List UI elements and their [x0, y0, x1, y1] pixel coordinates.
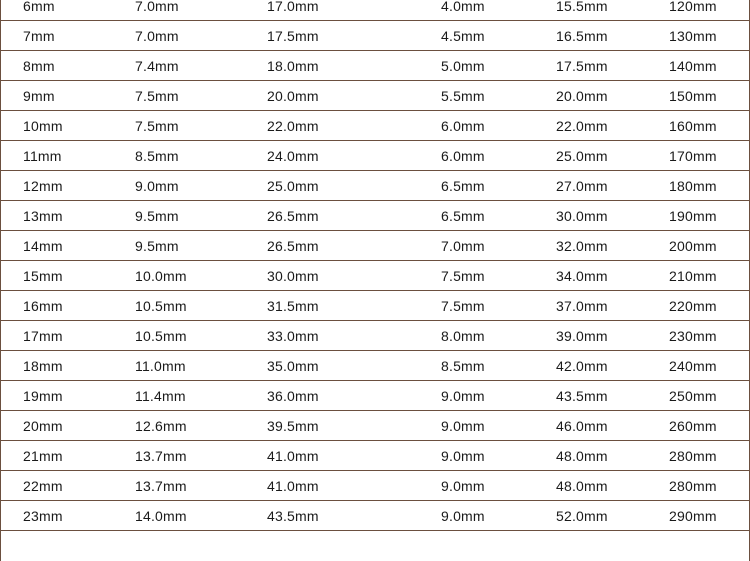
table-cell: 8.5mm: [135, 147, 179, 164]
table-cell: 6.5mm: [441, 177, 485, 194]
table-row: [1, 291, 749, 321]
table-cell: 120mm: [669, 0, 717, 14]
table-cell: 250mm: [669, 387, 717, 404]
table-cell: 9.0mm: [441, 507, 485, 524]
table-cell: 7.0mm: [135, 0, 179, 14]
table-cell: 17.0mm: [267, 0, 319, 14]
table-cell: 25.0mm: [556, 147, 608, 164]
table-cell: 9.5mm: [135, 237, 179, 254]
table-cell: 27.0mm: [556, 177, 608, 194]
table-cell: 13.7mm: [135, 447, 187, 464]
table-cell: 46.0mm: [556, 417, 608, 434]
table-cell: 9.5mm: [135, 207, 179, 224]
table-row: [1, 51, 749, 81]
table-cell: 9.0mm: [135, 177, 179, 194]
table-cell: 140mm: [669, 57, 717, 74]
table-cell: 18mm: [23, 357, 63, 374]
table-cell: 13.7mm: [135, 477, 187, 494]
table-cell: 280mm: [669, 447, 717, 464]
table-cell: 43.5mm: [267, 507, 319, 524]
table-cell: 230mm: [669, 327, 717, 344]
table-cell: 7.5mm: [441, 297, 485, 314]
table-cell: 7.5mm: [441, 267, 485, 284]
table-cell: 6mm: [23, 0, 55, 14]
table-cell: 190mm: [669, 207, 717, 224]
table-row: [1, 351, 749, 381]
table-cell: 9.0mm: [441, 477, 485, 494]
table-cell: 12mm: [23, 177, 63, 194]
table-cell: 9mm: [23, 87, 55, 104]
table-row: [1, 231, 749, 261]
table-cell: 20.0mm: [556, 87, 608, 104]
table-cell: 290mm: [669, 507, 717, 524]
table-cell: 7.0mm: [135, 27, 179, 44]
table-cell: 39.5mm: [267, 417, 319, 434]
table-cell: 5.0mm: [441, 57, 485, 74]
table-cell: 7.5mm: [135, 87, 179, 104]
table-row: [1, 261, 749, 291]
table-cell: 160mm: [669, 117, 717, 134]
table-row: [1, 171, 749, 201]
table-cell: 9.0mm: [441, 417, 485, 434]
table-cell: 22mm: [23, 477, 63, 494]
table-cell: 37.0mm: [556, 297, 608, 314]
table-cell: 240mm: [669, 357, 717, 374]
table-cell: 34.0mm: [556, 267, 608, 284]
table-cell: 39.0mm: [556, 327, 608, 344]
table-cell: 6.5mm: [441, 207, 485, 224]
table-cell: 15.5mm: [556, 0, 608, 14]
table-row: [1, 0, 749, 21]
size-table-body: [1, 0, 749, 531]
table-cell: 14.0mm: [135, 507, 187, 524]
table-cell: 130mm: [669, 27, 717, 44]
table-row: [1, 441, 749, 471]
table-cell: 23mm: [23, 507, 63, 524]
table-cell: 10mm: [23, 117, 63, 134]
table-cell: 41.0mm: [267, 447, 319, 464]
table-cell: 33.0mm: [267, 327, 319, 344]
table-cell: 11.4mm: [135, 387, 186, 404]
table-cell: 6.0mm: [441, 117, 485, 134]
table-cell: 30.0mm: [267, 267, 319, 284]
table-cell: 17mm: [23, 327, 63, 344]
table-row: [1, 111, 749, 141]
table-row: [1, 411, 749, 441]
table-cell: 200mm: [669, 237, 717, 254]
table-cell: 26.5mm: [267, 237, 319, 254]
table-cell: 180mm: [669, 177, 717, 194]
table-cell: 9.0mm: [441, 447, 485, 464]
table-row: [1, 501, 749, 531]
table-cell: 17.5mm: [556, 57, 608, 74]
table-cell: 7.0mm: [441, 237, 485, 254]
table-cell: 220mm: [669, 297, 717, 314]
table-row: [1, 81, 749, 111]
table-cell: 20.0mm: [267, 87, 319, 104]
table-cell: 20mm: [23, 417, 63, 434]
table-cell: 17.5mm: [267, 27, 319, 44]
table-cell: 13mm: [23, 207, 63, 224]
table-cell: 8.0mm: [441, 327, 485, 344]
table-cell: 8mm: [23, 57, 55, 74]
table-row: [1, 471, 749, 501]
table-cell: 7.4mm: [135, 57, 179, 74]
table-cell: 36.0mm: [267, 387, 319, 404]
table-cell: 12.6mm: [135, 417, 187, 434]
table-cell: 41.0mm: [267, 477, 319, 494]
table-cell: 16mm: [23, 297, 63, 314]
table-cell: 7mm: [23, 27, 55, 44]
table-cell: 35.0mm: [267, 357, 319, 374]
table-cell: 9.0mm: [441, 387, 485, 404]
table-row: [1, 381, 749, 411]
table-cell: 22.0mm: [267, 117, 319, 134]
table-cell: 48.0mm: [556, 447, 608, 464]
table-cell: 11mm: [23, 147, 62, 164]
table-cell: 43.5mm: [556, 387, 608, 404]
table-cell: 8.5mm: [441, 357, 485, 374]
table-cell: 4.0mm: [441, 0, 485, 14]
table-row: [1, 321, 749, 351]
table-cell: 21mm: [23, 447, 63, 464]
table-cell: 22.0mm: [556, 117, 608, 134]
table-cell: 15mm: [23, 267, 63, 284]
table-cell: 10.5mm: [135, 327, 187, 344]
table-cell: 16.5mm: [556, 27, 608, 44]
table-cell: 170mm: [669, 147, 717, 164]
table-cell: 42.0mm: [556, 357, 608, 374]
table-cell: 48.0mm: [556, 477, 608, 494]
table-cell: 5.5mm: [441, 87, 485, 104]
table-cell: 18.0mm: [267, 57, 319, 74]
table-cell: 10.0mm: [135, 267, 187, 284]
table-cell: 280mm: [669, 477, 717, 494]
table-row: [1, 141, 749, 171]
table-cell: 31.5mm: [267, 297, 319, 314]
table-cell: 7.5mm: [135, 117, 179, 134]
table-row: [1, 21, 749, 51]
table-cell: 210mm: [669, 267, 717, 284]
table-cell: 4.5mm: [441, 27, 485, 44]
table-cell: 260mm: [669, 417, 717, 434]
table-cell: 26.5mm: [267, 207, 319, 224]
table-cell: 11.0mm: [135, 357, 186, 374]
table-cell: 150mm: [669, 87, 717, 104]
table-cell: 30.0mm: [556, 207, 608, 224]
table-cell: 10.5mm: [135, 297, 187, 314]
table-cell: 19mm: [23, 387, 63, 404]
table-cell: 14mm: [23, 237, 63, 254]
table-cell: 25.0mm: [267, 177, 319, 194]
table-cell: 32.0mm: [556, 237, 608, 254]
table-cell: 24.0mm: [267, 147, 319, 164]
table-row: [1, 201, 749, 231]
table-cell: 52.0mm: [556, 507, 608, 524]
table-cell: 6.0mm: [441, 147, 485, 164]
